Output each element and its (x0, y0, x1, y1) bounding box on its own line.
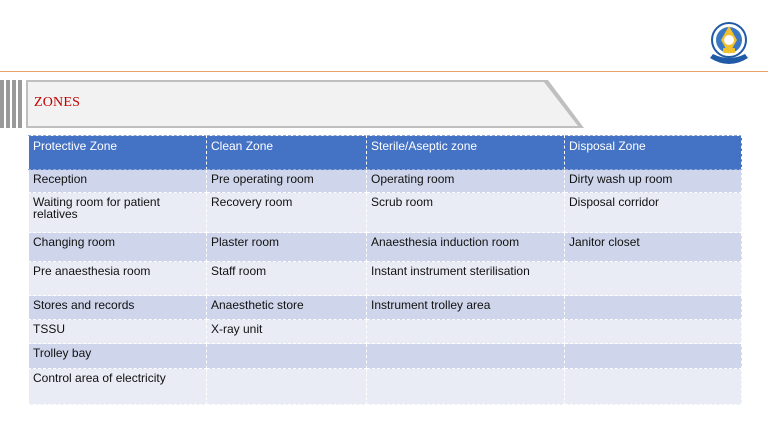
table-row (29, 170, 742, 193)
header-divider (0, 71, 768, 72)
zones-table (28, 135, 742, 405)
column-header: Protective Zone (29, 136, 207, 170)
institution-crest-icon (704, 18, 754, 66)
table-cell: Stores and records (29, 296, 207, 320)
table-cell (565, 344, 742, 369)
table-row (29, 262, 742, 296)
table-row (29, 233, 742, 262)
table-cell: Plaster room (207, 233, 367, 262)
table-cell: Pre anaesthesia room (29, 262, 207, 296)
table-cell (207, 369, 367, 405)
table-cell: Instant instrument sterilisation (367, 262, 565, 296)
table-cell: Reception (29, 170, 207, 193)
table-cell (367, 369, 565, 405)
table-cell (367, 320, 565, 344)
table-row (29, 369, 742, 405)
table-row (29, 344, 742, 369)
table-row (29, 193, 742, 233)
table-cell (207, 344, 367, 369)
table-cell: Control area of electricity (29, 369, 207, 405)
table-cell: Pre operating room (207, 170, 367, 193)
table-cell: Dirty wash up room (565, 170, 742, 193)
column-header: Sterile/Aseptic zone (367, 136, 565, 170)
column-header: Disposal Zone (565, 136, 742, 170)
table-cell: Recovery room (207, 193, 367, 233)
table-cell (565, 320, 742, 344)
title-banner (0, 80, 584, 128)
table-cell: Anaesthetic store (207, 296, 367, 320)
page-title: ZONES (34, 95, 81, 110)
table-cell: TSSU (29, 320, 207, 344)
table-cell (565, 262, 742, 296)
table-cell: Disposal corridor (565, 193, 742, 233)
table-cell: Anaesthesia induction room (367, 233, 565, 262)
table-cell: Scrub room (367, 193, 565, 233)
table-cell (367, 344, 565, 369)
table-row (29, 320, 742, 344)
table-cell: Janitor closet (565, 233, 742, 262)
table-cell: Trolley bay (29, 344, 207, 369)
table-cell: Changing room (29, 233, 207, 262)
table-cell (565, 296, 742, 320)
column-header: Clean Zone (207, 136, 367, 170)
table-cell: X-ray unit (207, 320, 367, 344)
table-cell (565, 369, 742, 405)
table-cell: Operating room (367, 170, 565, 193)
table-cell: Instrument trolley area (367, 296, 565, 320)
table-cell: Staff room (207, 262, 367, 296)
table-cell: Waiting room for patient relatives (29, 193, 207, 233)
table-header-row (29, 136, 742, 170)
table-row (29, 296, 742, 320)
